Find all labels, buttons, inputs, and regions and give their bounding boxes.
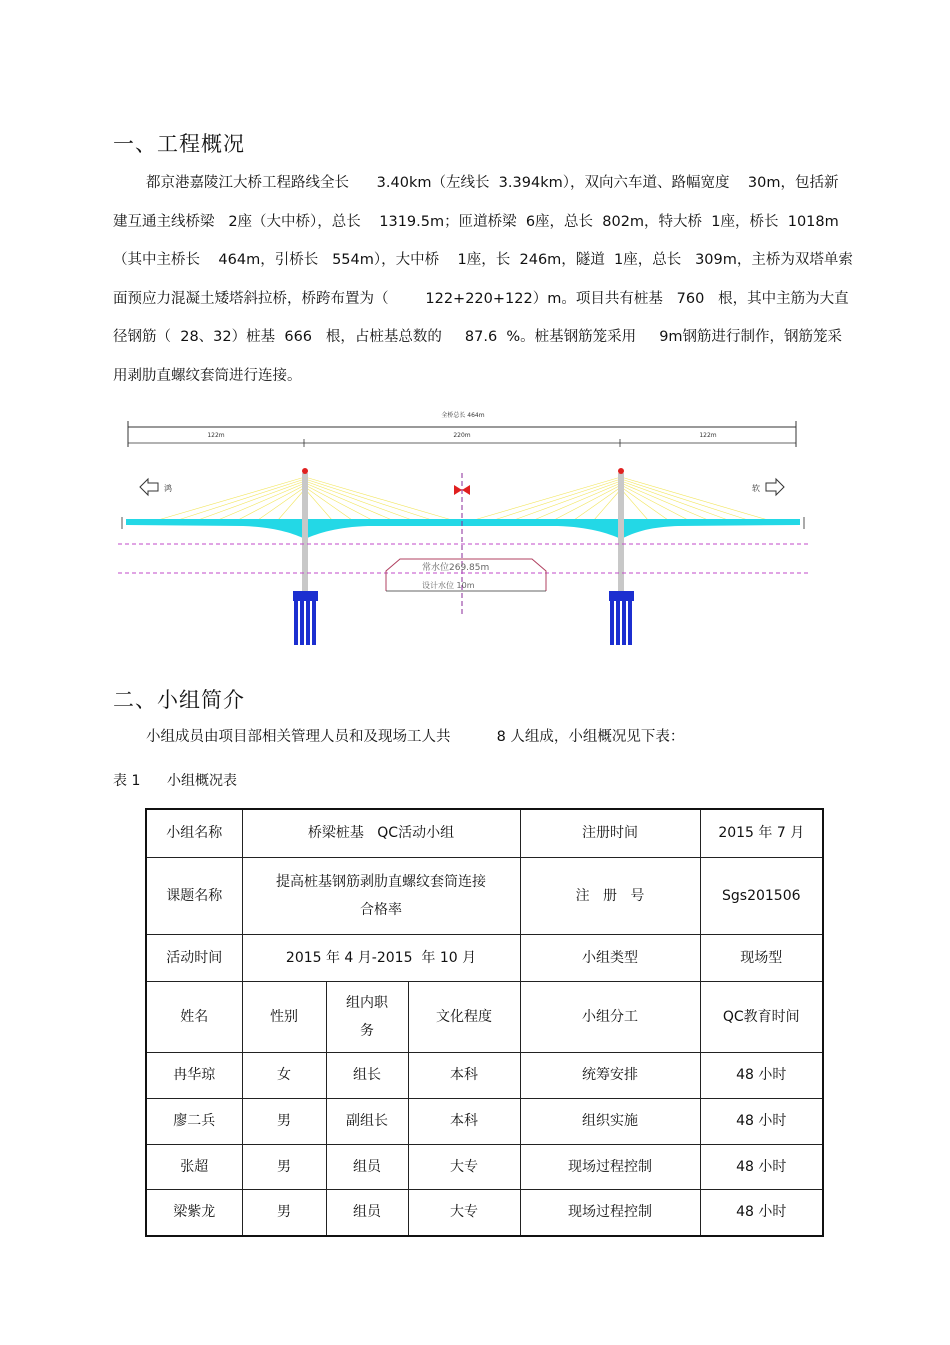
dimension-line [128,411,796,447]
pile-foundation-right [609,591,634,645]
member-education: 大专 [408,1189,520,1236]
member-duty: 现场过程控制 [520,1144,700,1189]
topic-line: 合格率 [360,901,402,918]
bridge-deck [122,517,804,539]
overview-paragraph [113,164,873,395]
member-name: 张超 [146,1144,242,1189]
table-row [146,934,823,981]
table-row [146,1052,823,1098]
stay-cables [158,477,768,520]
overview-line: 建互通主线桥梁 2座（大中桥），总长 1319.5m；匝道桥梁 6座，总长 802m，特大桥 1座，桥长 1018m [113,213,839,230]
table-row [146,857,823,934]
total-length-label: 全桥总长 464m [441,412,485,419]
direction-left-label: 鸿 [164,484,172,493]
topic-line: 提高桩基钢筋剥肋直螺纹套筒连接 [276,873,486,890]
overview-line: 用剥肋直螺纹套筒进行连接。 [113,367,302,384]
span-mid-label: 220m [453,432,471,439]
span-left-label: 122m [207,432,225,439]
overview-line: 面预应力混凝土矮塔斜拉桥，桥跨布置为（ 122+220+122）m。项目共有桩基 760 根，其中主筋为大直 [113,290,849,307]
member-education: 大专 [408,1144,520,1189]
overview-line: （其中主桥长 464m，引桥长 554m），大中桥 1座，长 246m，隧道 1座，总长 309m，主桥为双塔单索 [113,252,853,268]
header-qc-hours: QC教育时间 [700,981,823,1052]
water-level-label: 常水位269.85m [422,563,490,573]
member-education: 本科 [408,1052,520,1098]
span-right-label: 122m [699,432,717,439]
header-education: 文化程度 [408,981,520,1052]
member-qc-hours: 48 小时 [700,1098,823,1144]
member-education: 本科 [408,1098,520,1144]
direction-arrow-right-icon [752,479,784,495]
member-gender: 男 [242,1098,326,1144]
table-row [146,809,823,857]
group-type-value: 现场型 [700,934,823,981]
header-role-line: 务 [360,1022,374,1039]
member-role: 组员 [326,1189,408,1236]
member-qc-hours: 48 小时 [700,1144,823,1189]
section-heading-group: 二、小组简介 [113,688,245,712]
group-overview-table [145,808,824,1237]
table-row [146,1144,823,1189]
member-duty: 现场过程控制 [520,1189,700,1236]
member-qc-hours: 48 小时 [700,1052,823,1098]
reg-time-label: 注册时间 [520,809,700,857]
direction-right-label: 软 [752,484,760,493]
header-role-line: 组内职 [346,994,388,1011]
navigation-clearance-box [386,559,546,591]
activity-time-value: 2015 年 4 月-2015 年 10 月 [242,934,520,981]
header-role [326,981,408,1052]
member-gender: 男 [242,1189,326,1236]
member-qc-hours: 48 小时 [700,1189,823,1236]
member-role: 副组长 [326,1098,408,1144]
topic-label: 课题名称 [146,857,242,934]
group-name-value: 桥梁桩基 QC活动小组 [242,809,520,857]
group-intro: 小组成员由项目部相关管理人员和及现场工人共 8 人组成，小组概况见下表： [146,729,685,745]
overview-line: 都京港嘉陵江大桥工程路线全长 3.40km（左线长 3.394km），双向六车道、路幅宽度 30m，包括新 [146,175,839,191]
header-duty: 小组分工 [520,981,700,1052]
overview-line: 径钢筋（ 28、32）桩基 666 根，占桩基总数的 87.6 %。桩基钢筋笼采用 9m钢筋进行制作，钢筋笼采 [113,329,843,345]
member-gender: 女 [242,1052,326,1098]
section-heading-overview: 一、工程概况 [113,132,245,156]
activity-time-label: 活动时间 [146,934,242,981]
table-row [146,1098,823,1144]
member-name: 梁紫龙 [146,1189,242,1236]
member-role: 组员 [326,1144,408,1189]
member-duty: 组织实施 [520,1098,700,1144]
pile-foundation-left [293,591,318,645]
group-name-label: 小组名称 [146,809,242,857]
topic-value [242,857,520,934]
member-name: 冉华琼 [146,1052,242,1098]
group-type-label: 小组类型 [520,934,700,981]
header-name: 姓名 [146,981,242,1052]
reg-no-value: Sgs201506 [700,857,823,934]
member-role: 组长 [326,1052,408,1098]
bridge-elevation-diagram [118,405,818,655]
design-level-label: 设计水位 10m [422,581,475,590]
table-header-row [146,981,823,1052]
member-name: 廖二兵 [146,1098,242,1144]
member-duty: 统筹安排 [520,1052,700,1098]
table-row [146,1189,823,1236]
direction-arrow-left-icon [140,479,172,495]
table-caption: 表 1 小组概况表 [113,773,238,789]
reg-no-label: 注 册 号 [520,857,700,934]
reg-time-value: 2015 年 7 月 [700,809,823,857]
member-gender: 男 [242,1144,326,1189]
header-gender: 性别 [242,981,326,1052]
